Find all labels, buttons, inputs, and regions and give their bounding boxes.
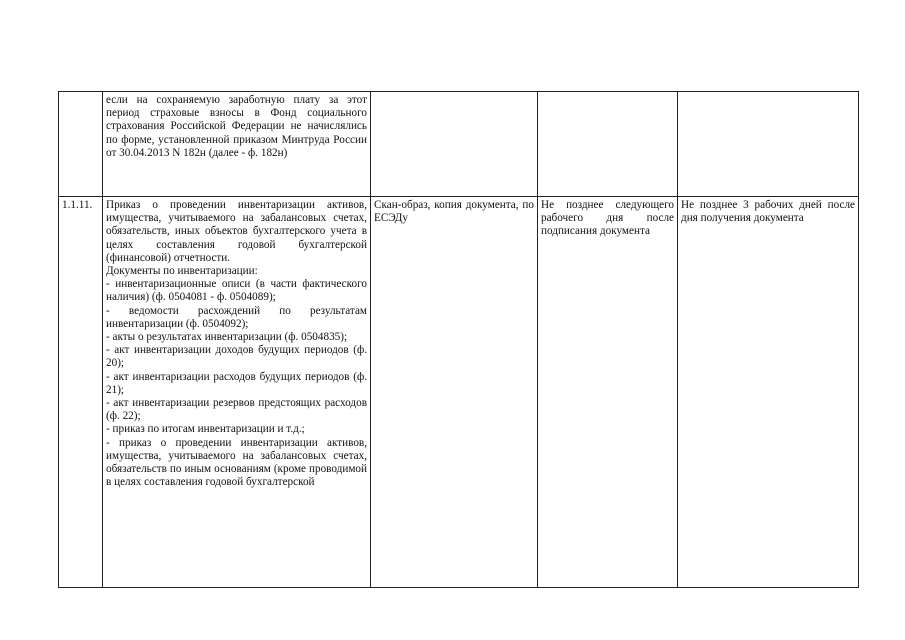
process-deadline-cell	[678, 197, 859, 588]
document-line: - ведомости расхождений по результатам инвентаризации (ф. 0504092);	[106, 304, 367, 330]
process-deadline-text: Не позднее 3 рабочих дней после дня получения документа	[681, 199, 855, 225]
document-line: Приказ о проведении инвентаризации активов, имущества, учитываемого на забалансовых счетах, обязательств, иных объектов бухгалтерского учета в целях составления годовой бухгалтерской (финансовой) отчетности.	[106, 199, 367, 264]
document-text: если на сохраняемую заработную плату за этот период страховые взносы в Фонд социального страхования Российской Федерации не начислялись по форме, установленной приказом Минтруда России от 30.04.2013 N 182н (далее - ф. 182н)	[106, 94, 367, 159]
document-line: - акт инвентаризации резервов предстоящих расходов (ф. 22);	[106, 397, 367, 423]
document-line: - приказ о проведении инвентаризации активов, имущества, учитываемого на забалансовых счетах, обязательств по иным основаниям (кроме проводимой в целях составления годовой бухгалтерской	[106, 436, 367, 489]
document-description-cell	[103, 92, 371, 197]
document-line: - акты о результатах инвентаризации (ф. 0504835);	[106, 331, 348, 344]
submit-deadline-text: Не позднее следующего рабочего дня после подписания документа	[541, 199, 674, 238]
format-cell	[371, 92, 538, 197]
format-text: Скан-образ, копия документа, по ЕСЭДу	[374, 199, 534, 225]
document-table	[58, 91, 859, 588]
row-number-cell	[59, 197, 103, 588]
document-line: - акт инвентаризации расходов будущих периодов (ф. 21);	[106, 370, 367, 396]
document-line: - приказ по итогам инвентаризации и т.д.;	[106, 423, 305, 436]
submit-deadline-cell	[538, 197, 678, 588]
process-deadline-cell	[678, 92, 859, 197]
document-description-cell	[103, 197, 371, 588]
table-row-continuation	[59, 92, 859, 197]
table-row-1-1-11	[59, 197, 859, 588]
document-line: Документы по инвентаризации:	[106, 265, 258, 278]
document-line: - инвентаризационные описи (в части фактического наличия) (ф. 0504081 - ф. 0504089);	[106, 278, 367, 304]
row-number: 1.1.11.	[62, 199, 93, 211]
submit-deadline-cell	[538, 92, 678, 197]
row-number-cell	[59, 92, 103, 197]
format-cell	[371, 197, 538, 588]
document-line: - акт инвентаризации доходов будущих периодов (ф. 20);	[106, 344, 367, 370]
